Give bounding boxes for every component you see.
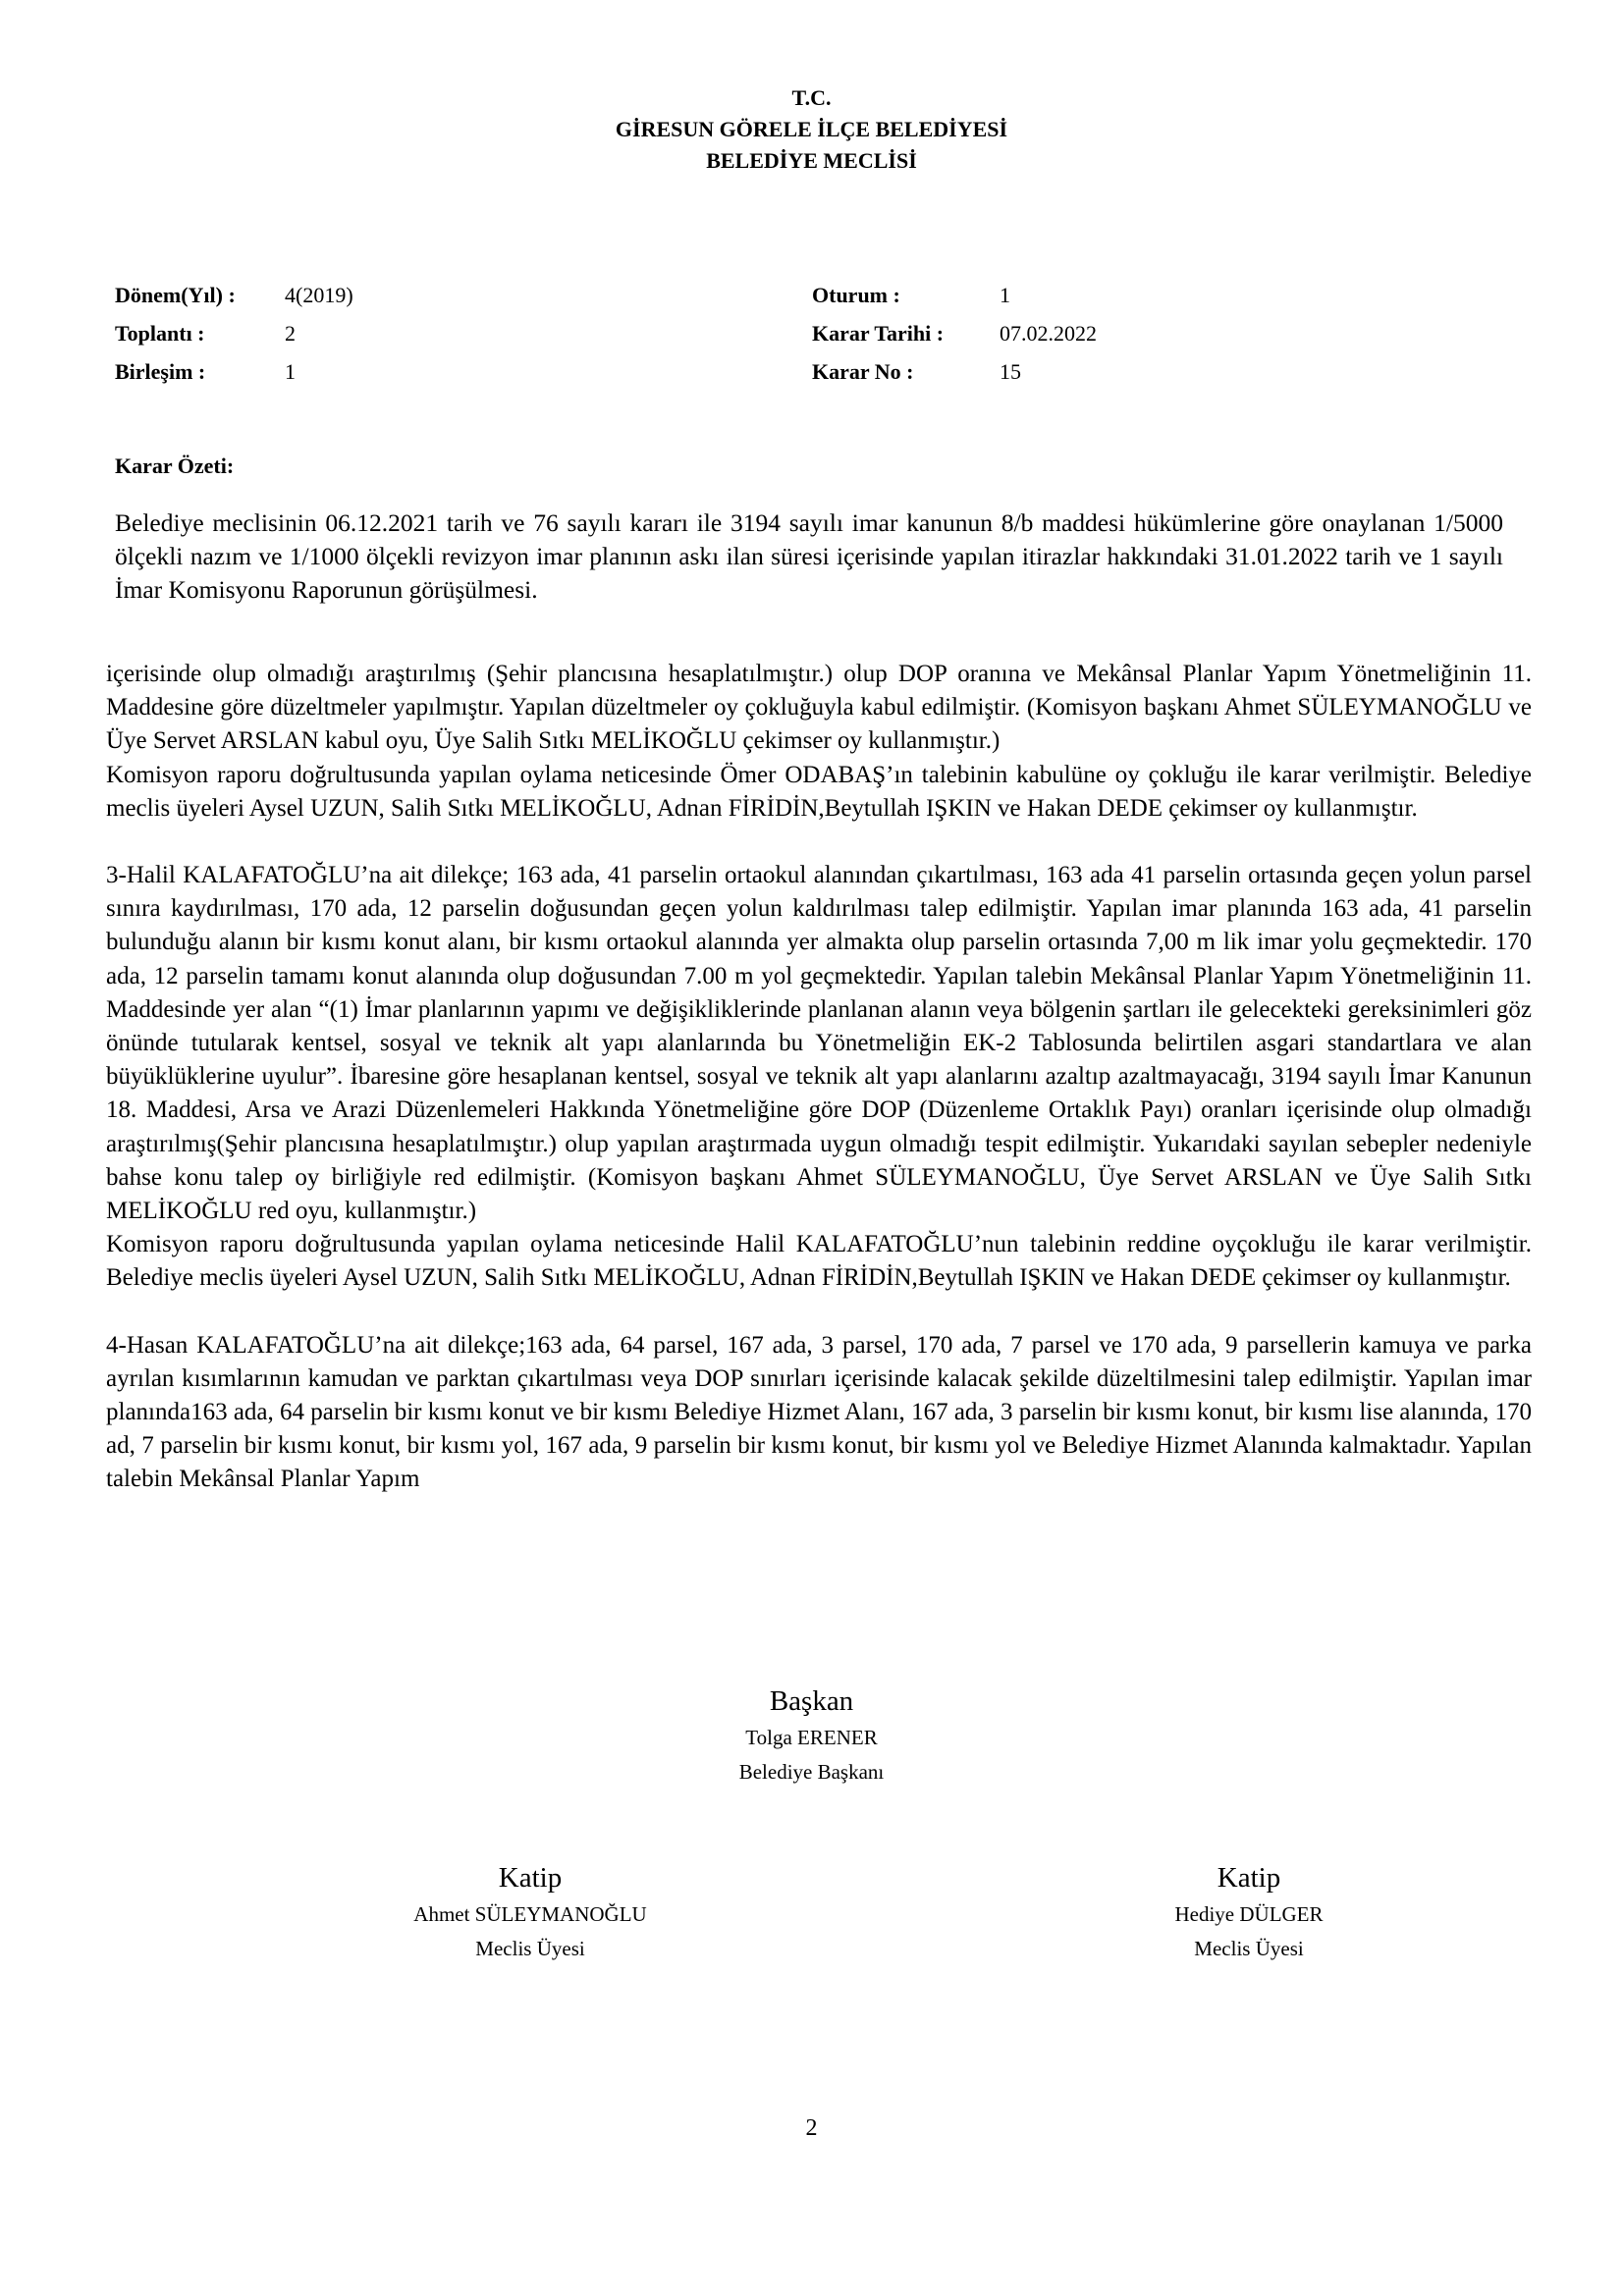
summary-text: Belediye meclisinin 06.12.2021 tarih ve 76 sayılı kararı ile 3194 sayılı imar kanunun 8/b maddesi hükümlerine göre onaylanan 1/5000 ölçekli nazım ve 1/1000 ölçekli revizyon imar planının askı ilan süresi içerisinde yapılan itirazlar hakkındaki 31.01.2022 tarih ve 1 sayılı İmar Komisyonu Raporunun görüşülmesi. — [115, 508, 1503, 604]
president-name: Tolga ERENER — [745, 1726, 878, 1749]
clerk-right-role: Meclis Üyesi — [1194, 1937, 1304, 1960]
body-paragraph: Komisyon raporu doğrultusunda yapılan oylama neticesinde Ömer ODABAŞ’ın talebinin kabulüne oy çokluğu ile karar verilmiştir. Belediye meclis üyeleri Aysel UZUN, Salih Sıtkı MELİKOĞLU, Adnan FİRİDİN,Beytullah IŞKIN ve Hakan DEDE çekimser oy kullanmıştır. — [106, 761, 1532, 822]
decision-meta-table — [115, 276, 1509, 391]
karar-tarihi-value: 07.02.2022 — [1000, 321, 1097, 346]
summary-title: Karar Özeti: — [115, 454, 235, 478]
president-role: Belediye Başkanı — [738, 1760, 885, 1784]
oturum-label: Oturum : — [812, 283, 900, 307]
decision-body — [106, 658, 1532, 1497]
paragraph-spacer — [106, 826, 1532, 859]
oturum-value: 1 — [1000, 283, 1010, 307]
clerk-left-role: Meclis Üyesi — [475, 1937, 585, 1960]
paragraph-spacer — [106, 1296, 1532, 1329]
header-line-tc: T.C. — [791, 85, 832, 110]
clerk-right-title: Katip — [1217, 1862, 1281, 1894]
birlesim-value: 1 — [285, 359, 296, 384]
body-paragraph: Komisyon raporu doğrultusunda yapılan oylama neticesinde Halil KALAFATOĞLU’nun talebinin reddine oyçokluğu ile karar verilmiştir. Belediye meclis üyeleri Aysel UZUN, Salih Sıtkı MELİKOĞLU, Adnan FİRİDİN,Beytullah IŞKIN ve Hakan DEDE çekimser oy kullanmıştır. — [106, 1231, 1532, 1292]
clerk-right-signature-block — [1102, 1858, 1396, 1966]
document-header — [0, 82, 1623, 177]
clerk-left-name: Ahmet SÜLEYMANOĞLU — [413, 1902, 647, 1926]
president-signature-block — [0, 1682, 1623, 1789]
body-paragraph: 3-Halil KALAFATOĞLU’na ait dilekçe; 163 ada, 41 parselin ortaokul alanından çıkartılması, 163 ada 41 parselin ortasında geçen yolun parsel sınıra kaydırılması, 170 ada, 12 parselin doğusundan geçen yolun kaldırılması talep edilmiştir. Yapılan imar planında 163 ada, 41 parselin bulunduğu alanın bir kısmı konut alanı, bir kısmı ortaokul alanında yer almakta olup parselin ortasında 7,00 m lik imar yolu geçmektedir. 170 ada, 12 parselin tamamı konut alanında olup doğusundan 7.00 m yol geçmektedir. Yapılan talebin Mekânsal Planlar Yapım Yönetmeliğinin 11. Maddesinde yer alan “(1) İmar planlarının yapımı ve değişikliklerinde planlanan alanın veya bölgenin şartları ile gelecekteki gereksinimleri göz önünde tutularak kentsel, sosyal ve teknik alt yapı alanlarında bu Yönetmeliğin EK-2 Tablosunda belirtilen asgari standartlara ve alan büyüklüklerine uyulur”. İbaresine göre hesaplanan kentsel, sosyal ve teknik alt yapı alanlarını azaltıp azaltmayacağı, 3194 sayılı İmar Kanunun 18. Maddesi, Arsa ve Arazi Düzenlemeleri Hakkında Yönetmeliğine göre DOP (Düzenleme Ortaklık Payı) oranları içerisinde olup olmadığı araştırılmış(Şehir plancısına hesaplatılmıştır.) olup yapılan araştırmada uygun olmadığı tespit edilmiştir. Yukarıdaki sayılan sebepler nedeniyle bahse konu talep oy birliğiyle red edilmiştir. (Komisyon başkanı Ahmet SÜLEYMANOĞLU, Üye Servet ARSLAN ve Üye Salih Sıtkı MELİKOĞLU red oyu, kullanmıştır.) — [106, 862, 1532, 1225]
body-paragraph: içerisinde olup olmadığı araştırılmış (Şehir plancısına hesaplatılmıştır.) olup DOP oranına ve Mekânsal Planlar Yapım Yönetmeliğinin 11. Maddesine göre düzeltmeler yapılmıştır. Yapılan düzeltmeler oy çokluğuyla kabul edilmiştir. (Komisyon başkanı Ahmet SÜLEYMANOĞLU ve Üye Servet ARSLAN kabul oyu, Üye Salih Sıtkı MELİKOĞLU çekimser oy kullanmıştır.) — [106, 661, 1532, 755]
body-paragraph: 4-Hasan KALAFATOĞLU’na ait dilekçe;163 ada, 64 parsel, 167 ada, 3 parsel, 170 ada, 7 parsel ve 170 ada, 9 parsellerin kamuya ve parka ayrılan kısımlarının kamudan ve parktan çıkartılması veya DOP sınırları içerisinde kalacak şekilde düzeltilmesini talep edilmiştir. Yapılan imar planında163 ada, 64 parselin bir kısmı konut ve bir kısmı Belediye Hizmet Alanı, 167 ada, 3 parselin bir kısmı konut, bir kısmı lise alanında, 170 ad, 7 parselin bir kısmı konut, bir kısmı yol, 167 ada, 9 parselin bir kısmı konut, bir kısmı yol ve Belediye Hizmet Alanında kalmaktadır. Yapılan talebin Mekânsal Planlar Yapım — [106, 1331, 1532, 1493]
donem-label: Dönem(Yıl) : — [115, 283, 236, 307]
karar-tarihi-label: Karar Tarihi : — [812, 321, 945, 346]
meta-row-1 — [115, 276, 1509, 314]
president-title: Başkan — [769, 1685, 854, 1717]
header-line-council: BELEDİYE MECLİSİ — [706, 148, 917, 173]
karar-no-value: 15 — [1000, 359, 1021, 384]
karar-no-label: Karar No : — [812, 359, 914, 384]
meta-row-2 — [115, 314, 1509, 352]
header-line-municipality: GİRESUN GÖRELE İLÇE BELEDİYESİ — [615, 117, 1008, 141]
toplanti-label: Toplantı : — [115, 321, 205, 346]
donem-value: 4(2019) — [285, 283, 353, 307]
meta-row-3 — [115, 352, 1509, 391]
clerk-left-signature-block — [383, 1858, 677, 1966]
birlesim-label: Birleşim : — [115, 359, 206, 384]
toplanti-value: 2 — [285, 321, 296, 346]
page-number: 2 — [805, 2115, 818, 2141]
clerk-right-name: Hediye DÜLGER — [1174, 1902, 1324, 1926]
clerk-left-title: Katip — [498, 1862, 563, 1894]
